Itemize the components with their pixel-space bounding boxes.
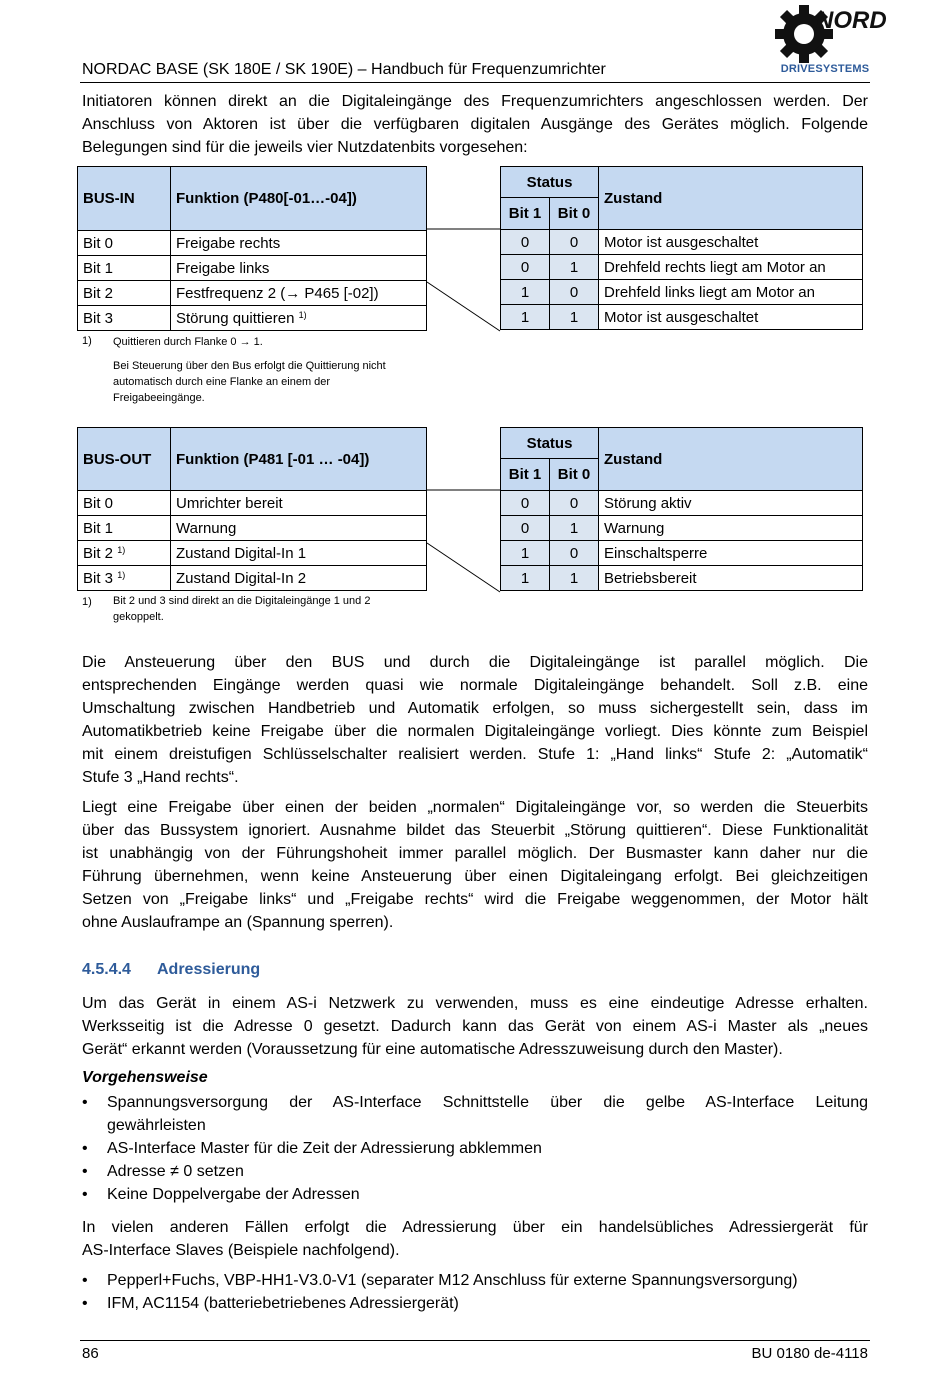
table-cell: Bit 2 xyxy=(78,281,171,306)
text-line: AS-Interface Slaves (Beispiele nachfolgend). xyxy=(82,1242,400,1259)
table-cell: 1 xyxy=(501,566,550,591)
table-cell: Einschaltsperre xyxy=(599,541,863,566)
table-cell: 1 xyxy=(550,255,599,280)
table-cell: 0 xyxy=(550,230,599,255)
list-item: • Adresse ≠ 0 setzen xyxy=(82,1160,868,1183)
list-item: • AS-Interface Master für die Zeit der Adressierung abklemmen xyxy=(82,1137,868,1160)
bullet-icon: • xyxy=(82,1163,88,1180)
bus-out-table xyxy=(77,427,427,591)
table-header: Funktion (P481 [-01 … -04]) xyxy=(171,428,427,491)
bus-out-status-table xyxy=(500,427,863,591)
text-line: ohne Auslauframpe an (Spannung sperren). xyxy=(82,914,394,931)
table-cell: Bit 1 xyxy=(78,256,171,281)
footnote-text: Bit 2 und 3 sind direkt an die Digitaleingänge 1 und 2 gekoppelt. xyxy=(113,595,371,623)
bus-in-table xyxy=(77,166,427,331)
table-header: Funktion (P480[-01…-04]) xyxy=(171,167,427,231)
table-header: Bit 0 xyxy=(550,459,599,491)
table-cell: Bit 2 $^{1)}$ xyxy=(78,541,171,566)
paragraph xyxy=(82,1216,868,1262)
page-number: 86 xyxy=(82,1345,99,1362)
text-line: Belegungen sind für die jeweils vier Nutzdatenbits vorgesehen: xyxy=(82,139,528,156)
list-item: • Spannungsversorgung der AS-Interface Schnittstelle über die gelbe AS-Interface Leitung gewährleisten xyxy=(82,1091,868,1137)
table-cell: Drehfeld links liegt am Motor an xyxy=(599,280,863,305)
logo-subtext: DRIVESYSTEMS xyxy=(780,63,870,75)
table-cell: Zustand Digital-In 1 xyxy=(171,541,427,566)
bullet-icon: • xyxy=(82,1186,88,1203)
table-header: Status xyxy=(501,167,599,198)
table-cell: Freigabe rechts xyxy=(171,231,427,256)
text-line: Die Ansteuerung über den BUS und durch die Digitaleingänge ist parallel möglich. Die xyxy=(82,654,868,671)
table-cell: Warnung xyxy=(171,516,427,541)
text-line: mit einem dreistufigen Schlüsselschalter realisiert werden. Stufe 1: „Hand links“ Stufe 2: „Automatik“ xyxy=(82,746,868,763)
table-cell: Bit 1 xyxy=(78,516,171,541)
table-cell: 1 xyxy=(550,516,599,541)
paragraph xyxy=(82,651,868,789)
table-cell: Motor ist ausgeschaltet xyxy=(599,230,863,255)
logo-wordmark: NORD xyxy=(816,7,887,34)
table-header: Bit 1 xyxy=(501,459,550,491)
bullet-icon: • xyxy=(82,1272,88,1289)
table-cell: Betriebsbereit xyxy=(599,566,863,591)
text-line: Werksseitig ist die Adresse 0 gesetzt. Dadurch kann das Gerät von einem AS-i Master als „neues xyxy=(82,1018,868,1035)
text-line: Stufe 3 „Hand rechts“. xyxy=(82,769,239,786)
text-line: Anschluss von Aktoren ist über die verfügbaren digitalen Ausgänge des Gerätes möglich. Folgende xyxy=(82,116,868,133)
table-header: Bit 1 xyxy=(501,198,550,230)
table-header: Status xyxy=(501,428,599,459)
text-line: Automatikbetrieb keine Freigabe über die normalen Digitaleingänge vorliegt. Dies könnte zum Beispiel xyxy=(82,723,868,740)
text-line: Setzen von „Freigabe links“ und „Freigabe rechts“ wird die Freigabe weggenommen, der Motor hält xyxy=(82,891,868,908)
list-item: • IFM, AC1154 (batteriebetriebenes Adressiergerät) xyxy=(82,1292,868,1315)
table-cell: Umrichter bereit xyxy=(171,491,427,516)
table-cell: 0 xyxy=(501,491,550,516)
table-cell: Freigabe links xyxy=(171,256,427,281)
table-cell: 0 xyxy=(550,541,599,566)
table-cell: 0 xyxy=(550,280,599,305)
paragraph xyxy=(82,796,868,934)
table-cell: 1 xyxy=(550,305,599,330)
bullet-icon: • xyxy=(82,1140,88,1157)
header-rule xyxy=(80,82,870,83)
table-cell: Zustand Digital-In 2 xyxy=(171,566,427,591)
table-cell: Bit 0 xyxy=(78,491,171,516)
table-cell: Motor ist ausgeschaltet xyxy=(599,305,863,330)
table-header: BUS-OUT xyxy=(78,428,171,491)
table-cell: Bit 3 xyxy=(78,306,171,331)
table-header: Bit 0 xyxy=(550,198,599,230)
procedure-list xyxy=(82,1091,868,1206)
text-line: Gerät“ erkannt werden (Voraussetzung für eine automatische Adresszuweisung durch den Master). xyxy=(82,1041,783,1058)
header-title: NORDAC BASE (SK 180E / SK 190E) – Handbuch für Frequenzumrichter xyxy=(82,61,606,78)
bus-in-status-table xyxy=(500,166,863,330)
text-line: Umschaltung zwischen Handbetrieb und Automatik erfolgen, so muss sichergestellt sein, dass im xyxy=(82,700,868,717)
table-cell: 0 xyxy=(501,255,550,280)
table-cell: 0 xyxy=(501,230,550,255)
connector-lines xyxy=(426,489,502,593)
table-cell: Störung aktiv xyxy=(599,491,863,516)
table-header: Zustand xyxy=(599,428,863,491)
table-cell: Bit 0 xyxy=(78,231,171,256)
list-item: • Pepperl+Fuchs, VBP-HH1-V3.0-V1 (separater M12 Anschluss für externe Spannungsversorgung) xyxy=(82,1269,868,1292)
table-cell: 1 xyxy=(550,566,599,591)
paragraph xyxy=(82,992,868,1061)
document-code: BU 0180 de-4118 xyxy=(751,1345,868,1362)
table-cell: Bit 3 $^{1)}$ xyxy=(78,566,171,591)
table-cell: Störung quittieren $^{1)}$ xyxy=(171,306,427,331)
table-cell: 1 xyxy=(501,541,550,566)
intro-paragraph xyxy=(82,90,868,159)
text-line: Liegt eine Freigabe über einen der beiden „normalen“ Digitaleingänge vor, so werden die Steuerbits xyxy=(82,799,868,816)
table-cell: Warnung xyxy=(599,516,863,541)
connector-lines xyxy=(426,228,502,332)
text-line: Um das Gerät in einem AS-i Netzwerk zu verwenden, muss es eine eindeutige Adresse erhalten. xyxy=(82,995,868,1012)
text-line: über das Bussystem ignoriert. Ausnahme bildet das Steuerbit „Störung quittieren“. Diese Funktionalität xyxy=(82,822,868,839)
table-cell: 1 xyxy=(501,280,550,305)
footnote-text: Quittieren durch Flanke 0 → 1. Bei Steuerung über den Bus erfolgt die Quittierung nicht automatisch durch eine Flanke an einem der Freigabeeingänge. xyxy=(113,336,386,404)
table-cell: 1 xyxy=(501,305,550,330)
section-heading xyxy=(82,961,260,979)
footnote-mark: 1) xyxy=(82,335,92,347)
section-title: Adressierung xyxy=(157,961,261,978)
text-line: In vielen anderen Fällen erfolgt die Adressierung über ein handelsübliches Adressiergerät für xyxy=(82,1219,868,1236)
procedure-title: Vorgehensweise xyxy=(82,1069,208,1086)
section-number: 4.5.4.4 xyxy=(82,961,131,978)
footnote-mark: 1) xyxy=(82,596,92,608)
footer-rule xyxy=(80,1340,870,1341)
bullet-icon: • xyxy=(82,1094,88,1111)
table-header: BUS-IN xyxy=(78,167,171,231)
table-cell: Festfrequenz 2 (→ P465 [-02]) xyxy=(171,281,427,306)
text-line: entsprechenden Eingänge werden quasi wie normale Digitaleingänge behandelt. Soll z.B. eine xyxy=(82,677,868,694)
table-cell: Drehfeld rechts liegt am Motor an xyxy=(599,255,863,280)
text-line: Initiatoren können direkt an die Digitaleingänge des Frequenzumrichters angeschlossen werden. Der xyxy=(82,93,868,110)
bullet-icon: • xyxy=(82,1295,88,1312)
table-cell: 0 xyxy=(501,516,550,541)
table-header: Zustand xyxy=(599,167,863,230)
table-cell: 0 xyxy=(550,491,599,516)
list-item: • Keine Doppelvergabe der Adressen xyxy=(82,1183,868,1206)
example-list xyxy=(82,1269,868,1315)
text-line: Führung übernehmen, wenn keine Ansteuerung über einen Digitaleingang erfolgt. Bei gleichzeitigen xyxy=(82,868,868,885)
text-line: ist unabhängig von der Führungshoheit immer parallel möglich. Der Busmaster kann daher nur die xyxy=(82,845,868,862)
